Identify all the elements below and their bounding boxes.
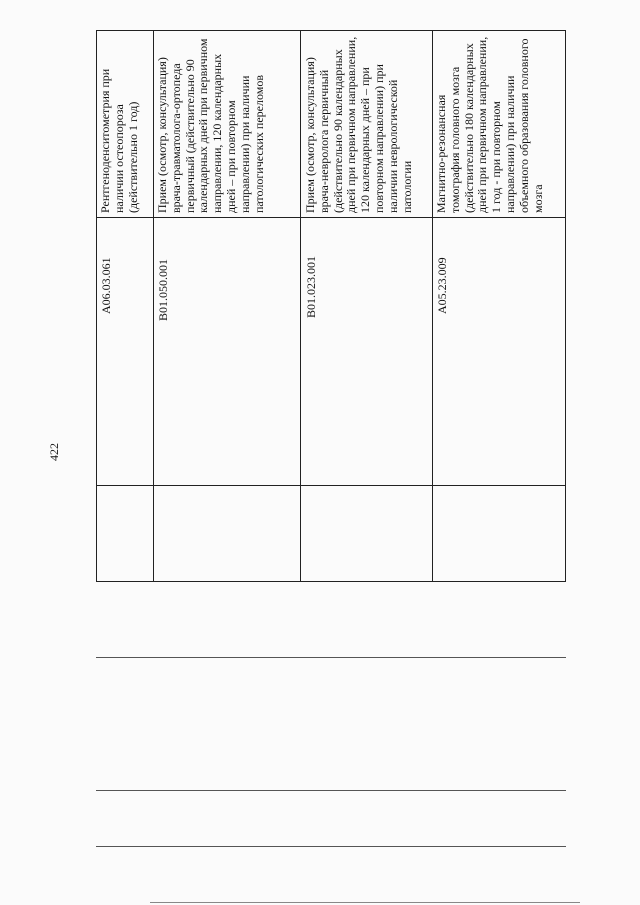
table-border-left <box>96 30 97 582</box>
separator-line <box>96 846 566 847</box>
separator-line <box>96 657 566 658</box>
table-border-right <box>565 30 566 582</box>
column-divider <box>96 485 566 486</box>
row-divider <box>300 30 301 582</box>
column-divider <box>96 30 566 31</box>
service-description: Рентгеноденситометрия при наличии остеопороза (действительно 1 год) <box>98 68 140 213</box>
table-border-bottom <box>96 581 566 582</box>
service-code: A05.23.009 <box>435 257 449 314</box>
separator-line <box>150 902 580 903</box>
table-row <box>99 33 140 213</box>
service-description: Магнитно-резонансная томография головного мозга (действительно 180 календарных дней при первичном направлении, 1 год - при повторном направлении) при наличии объемного образования головного мозга <box>434 36 545 213</box>
service-description: Прием (осмотр, консультация) врача-невролога первичный (действительно 90 календарных дней при первичном направлении, 120 календарных дней – при повторном направлении) при наличии неврологической патологии <box>303 36 414 213</box>
page-number: 422 <box>47 443 61 461</box>
service-code: B01.050.001 <box>156 258 170 321</box>
table-row <box>156 33 266 213</box>
separator-line <box>96 790 566 791</box>
service-code: A06.03.061 <box>99 257 113 314</box>
table-row <box>304 33 414 213</box>
row-divider <box>432 30 433 582</box>
service-code: B01.023.001 <box>304 255 318 318</box>
service-description: Прием (осмотр, консультация) врача-травматолога-ортопеда первичный (действительно 90 календарных дней при первичном направлении, 120 календарных дней – при повторном направлении) при наличии патологических переломов <box>155 38 266 213</box>
row-divider <box>153 30 154 582</box>
column-divider <box>96 217 566 218</box>
table-row <box>435 33 545 213</box>
